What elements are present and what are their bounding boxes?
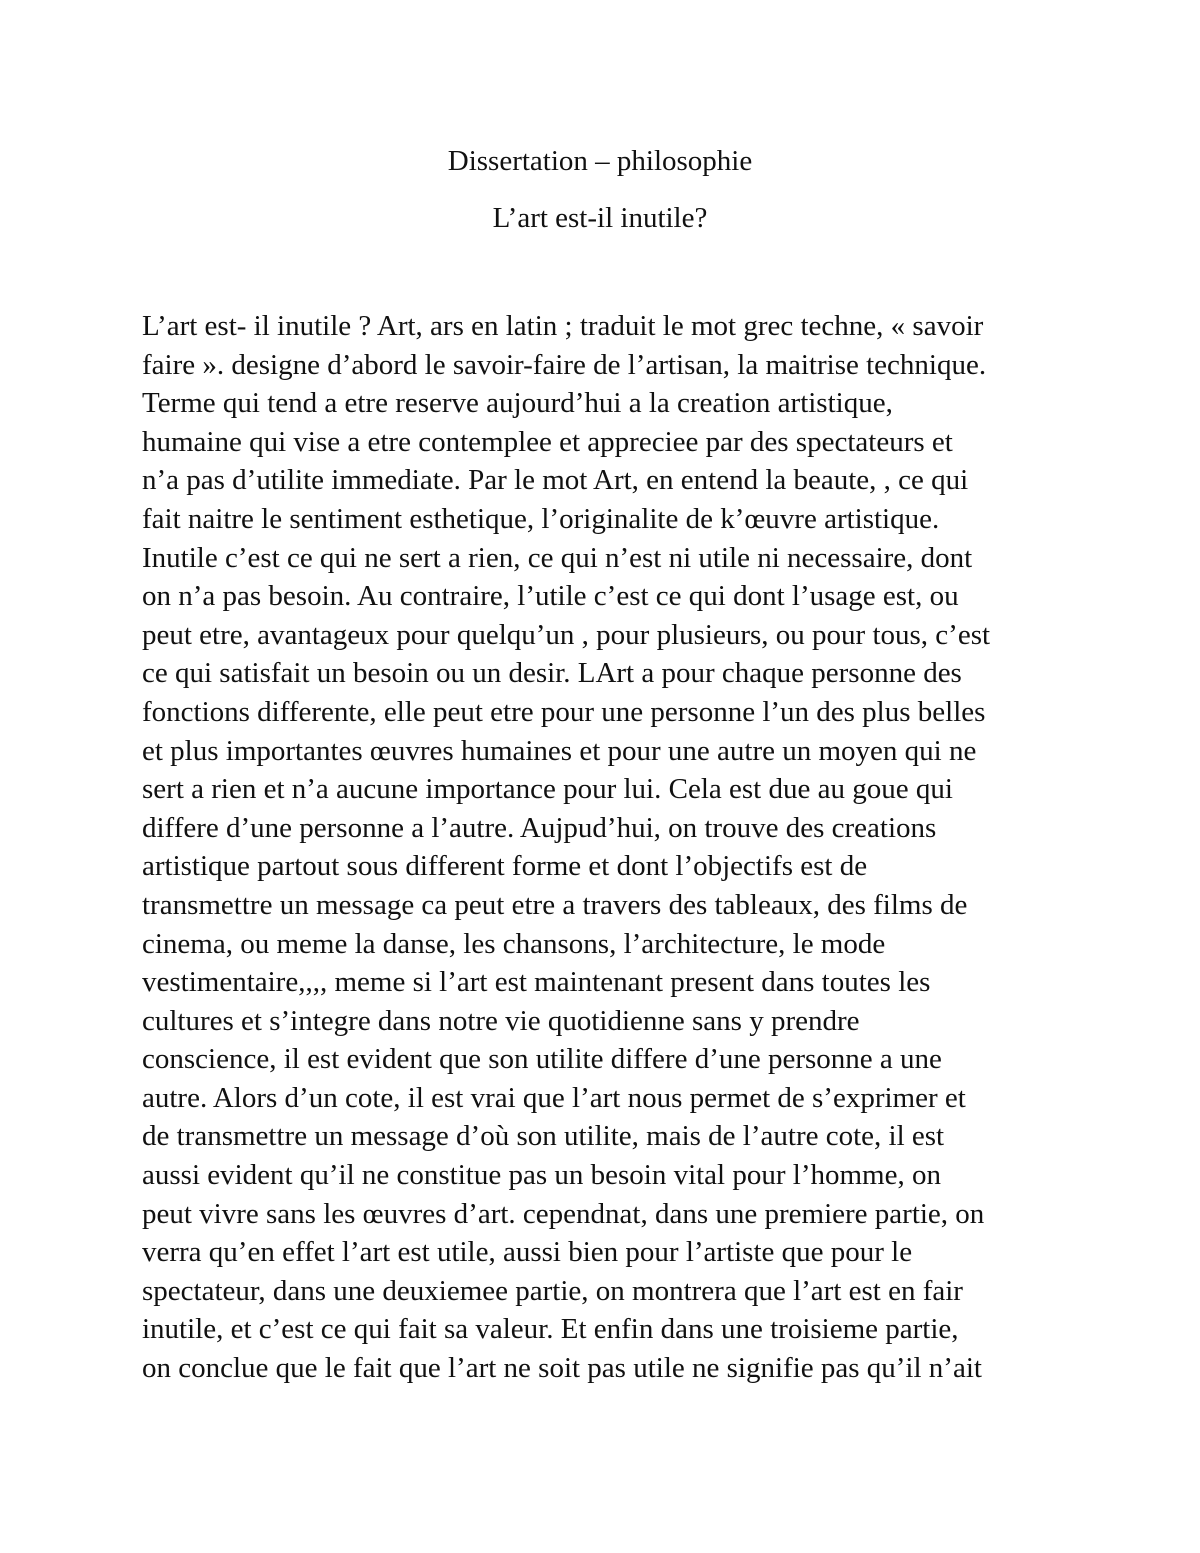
essay-line: peut etre, avantageux pour quelqu’un , pour plusieurs, ou pour tous, c’est — [142, 618, 991, 651]
essay-line: Inutile c’est ce qui ne sert a rien, ce qui n’est ni utile ni necessaire, dont — [142, 541, 973, 574]
essay-line: faire ». designe d’abord le savoir-faire de l’artisan, la maitrise technique. — [142, 348, 987, 381]
essay-line: de transmettre un message d’où son utilite, mais de l’autre cote, il est — [142, 1120, 945, 1153]
essay-line: sert a rien et n’a aucune importance pour lui. Cela est due au goue qui — [142, 773, 953, 806]
essay-line: differe d’une personne a l’autre. Aujpud’hui, on trouve des creations — [142, 811, 937, 844]
essay-line: cultures et s’integre dans notre vie quotidienne sans y prendre — [142, 1004, 860, 1037]
essay-body — [142, 307, 1082, 1388]
essay-line: verra qu’en effet l’art est utile, aussi bien pour l’artiste que pour le — [142, 1236, 913, 1269]
essay-line: autre. Alors d’un cote, il est vrai que l’art nous permet de s’exprimer et — [142, 1081, 966, 1114]
essay-line: fonctions differente, elle peut etre pour une personne l’un des plus belles — [142, 695, 986, 728]
essay-line: peut vivre sans les œuvres d’art. cependnat, dans une premiere partie, on — [142, 1197, 985, 1230]
essay-line: artistique partout sous different forme et dont l’objectifs est de — [142, 850, 868, 883]
essay-line: n’a pas d’utilite immediate. Par le mot Art, en entend la beaute, , ce qui — [142, 464, 969, 497]
document-title: Dissertation – philosophie — [447, 145, 753, 177]
document-subtitle: L’art est-il inutile? — [492, 202, 708, 234]
essay-line: on n’a pas besoin. Au contraire, l’utile c’est ce qui dont l’usage est, ou — [142, 580, 959, 613]
essay-line: vestimentaire,,,, meme si l’art est maintenant present dans toutes les — [142, 966, 931, 999]
essay-line: transmettre un message ca peut etre a travers des tableaux, des films de — [142, 888, 968, 921]
essay-line: spectateur, dans une deuxiemee partie, on montrera que l’art est en fair — [142, 1274, 963, 1307]
essay-line: fait naitre le sentiment esthetique, l’originalite de k’œuvre artistique. — [142, 502, 940, 535]
essay-line: inutile, et c’est ce qui fait sa valeur. Et enfin dans une troisieme partie, — [142, 1313, 959, 1346]
essay-line: conscience, il est evident que son utilite differe d’une personne a une — [142, 1043, 942, 1076]
essay-line: on conclue que le fait que l’art ne soit pas utile ne signifie pas qu’il n’ait — [142, 1352, 982, 1385]
essay-line: et plus importantes œuvres humaines et pour une autre un moyen qui ne — [142, 734, 977, 767]
essay-line: L’art est- il inutile ? Art, ars en latin ; traduit le mot grec techne, « savoir — [142, 310, 984, 342]
essay-line: humaine qui vise a etre contemplee et appreciee par des spectateurs et — [142, 425, 953, 458]
essay-line: ce qui satisfait un besoin ou un desir. LArt a pour chaque personne des — [142, 657, 962, 690]
essay-line: aussi evident qu’il ne constitue pas un besoin vital pour l’homme, on — [142, 1159, 941, 1192]
essay-line: cinema, ou meme la danse, les chansons, l’architecture, le mode — [142, 927, 886, 960]
essay-line: Terme qui tend a etre reserve aujourd’hui a la creation artistique, — [142, 387, 893, 420]
